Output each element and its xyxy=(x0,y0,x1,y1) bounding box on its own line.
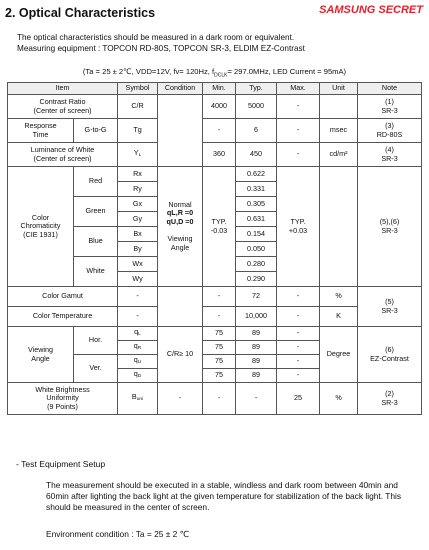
chroma-symbol-gy: Gy xyxy=(118,212,158,227)
table-row xyxy=(8,119,422,143)
luminance-unit: cd/m² xyxy=(320,143,358,167)
contrast-symbol: C/R xyxy=(118,95,158,119)
chromaticity-item xyxy=(8,167,74,287)
conditions-suffix: = 297.0MHz, LED Current = 95mA) xyxy=(227,67,347,76)
viewing-min-r: 75 xyxy=(203,341,236,355)
uniformity-min: - xyxy=(203,383,236,415)
viewing-note-l2: EZ-Contrast xyxy=(370,353,409,363)
viewing-item xyxy=(8,327,74,383)
intro-line-1: The optical characteristics should be measured in a dark room or equivalent. xyxy=(17,33,295,42)
luminance-min: 360 xyxy=(203,143,236,167)
intro-text xyxy=(17,32,305,54)
viewing-typ-u: 89 xyxy=(236,355,277,369)
measurement-conditions xyxy=(0,67,429,79)
viewing-min-u: 75 xyxy=(203,355,236,369)
chroma-max-l2: +0.03 xyxy=(288,225,308,235)
luminance-note-l1: (4) xyxy=(385,144,394,154)
header-symbol: Symbol xyxy=(118,83,158,95)
viewing-hor: Hor. xyxy=(74,327,118,355)
section-title: 2. Optical Characteristics xyxy=(5,6,156,20)
environment-condition: Environment condition : Ta = 25 ± 2 ℃ xyxy=(46,529,190,539)
viewing-symbol-d xyxy=(118,369,158,383)
viewing-symbol-l xyxy=(118,327,158,341)
header-note: Note xyxy=(358,83,422,95)
contrast-typ: 5000 xyxy=(236,95,277,119)
uniformity-symbol-sub: uni xyxy=(136,396,144,402)
viewing-max-l: - xyxy=(277,327,320,341)
response-max: - xyxy=(277,119,320,143)
uniformity-item xyxy=(8,383,118,415)
gamut-typ: 72 xyxy=(236,287,277,307)
chroma-min-l1: TYP. xyxy=(211,216,227,226)
temperature-unit: K xyxy=(320,307,358,327)
viewing-symbol-main: q xyxy=(134,326,139,336)
header-condition: Condition xyxy=(158,83,203,95)
contrast-max: - xyxy=(277,95,320,119)
gamut-max: - xyxy=(277,287,320,307)
contrast-item-l2: (Center of screen) xyxy=(33,105,92,115)
viewing-max-r: - xyxy=(277,341,320,355)
response-note-l2: RD-80S xyxy=(376,129,403,139)
contrast-item-l1: Contrast Ratio xyxy=(39,96,86,106)
gamut-condition xyxy=(158,287,203,327)
viewing-note-l1: (6) xyxy=(385,344,394,354)
viewing-condition: C/R≥ 10 xyxy=(158,327,203,383)
contrast-note xyxy=(358,95,422,119)
table-row xyxy=(8,287,422,307)
gamut-unit: % xyxy=(320,287,358,307)
uniformity-note-l2: SR-3 xyxy=(381,397,398,407)
response-symbol: Tg xyxy=(118,119,158,143)
chroma-symbol-by: By xyxy=(118,242,158,257)
chromaticity-item-l2: Chromaticity xyxy=(20,221,61,231)
viewing-symbol-main: q xyxy=(133,368,138,378)
chroma-typ-gy: 0.631 xyxy=(236,212,277,227)
conditions-sub: DCLK xyxy=(214,72,228,79)
chroma-symbol-wx: Wx xyxy=(118,257,158,272)
group-green: Green xyxy=(74,197,118,227)
chromaticity-min xyxy=(203,167,236,287)
chromaticity-note xyxy=(358,167,422,287)
response-sub: G-to-G xyxy=(74,119,118,143)
response-unit: msec xyxy=(320,119,358,143)
header-min: Min. xyxy=(203,83,236,95)
uniformity-symbol xyxy=(118,383,158,415)
condition-blank xyxy=(158,95,203,167)
chromaticity-item-l1: Color xyxy=(31,212,50,222)
test-setup-paragraph: The measurement should be executed in a stable, windless and dark room between 40min and 60min after lighting the back light at the given temperature for stabilization of the back light. This should be measured in the center of screen. xyxy=(46,480,402,512)
viewing-unit: Degree xyxy=(320,327,358,383)
viewing-typ-r: 89 xyxy=(236,341,277,355)
viewing-symbol-sub: L xyxy=(138,331,141,337)
viewing-symbol-sub: D xyxy=(137,373,142,379)
viewing-symbol-main: q xyxy=(133,340,138,350)
gamut-min: - xyxy=(203,287,236,307)
gamut-item: Color Gamut xyxy=(8,287,118,307)
luminance-item-l2: (Center of screen) xyxy=(33,153,92,163)
samsung-secret-label: SAMSUNG SECRET xyxy=(319,4,423,16)
viewing-item-l2: Angle xyxy=(31,353,50,363)
chroma-typ-gx: 0.305 xyxy=(236,197,277,212)
chroma-typ-ry: 0.331 xyxy=(236,182,277,197)
contrast-note-l2: SR-3 xyxy=(381,105,398,115)
chroma-cond-l2: qL,R =0 xyxy=(166,208,194,218)
table-row xyxy=(8,143,422,167)
group-red: Red xyxy=(74,167,118,197)
chroma-typ-wx: 0.280 xyxy=(236,257,277,272)
viewing-symbol-sub: R xyxy=(137,345,142,351)
viewing-symbol-sub: U xyxy=(137,359,142,365)
chroma-symbol-rx: Rx xyxy=(118,167,158,182)
group-white: White xyxy=(74,257,118,287)
temperature-item: Color Temperature xyxy=(8,307,118,327)
response-item xyxy=(8,119,74,143)
luminance-typ: 450 xyxy=(236,143,277,167)
contrast-unit xyxy=(320,95,358,119)
luminance-note xyxy=(358,143,422,167)
uniformity-item-l2: Uniformity xyxy=(46,393,79,403)
uniformity-item-l1: White Brightness xyxy=(35,384,90,394)
group-blue: Blue xyxy=(74,227,118,257)
luminance-max: - xyxy=(277,143,320,167)
chromaticity-max xyxy=(277,167,320,287)
luminance-symbol-main: Y xyxy=(133,147,139,157)
viewing-symbol-u xyxy=(118,355,158,369)
viewing-item-l1: Viewing xyxy=(27,344,54,354)
chromaticity-item-l3: (CIE 1931) xyxy=(23,229,58,239)
uniformity-note xyxy=(358,383,422,415)
uniformity-note-l1: (2) xyxy=(385,388,394,398)
table-row xyxy=(8,95,422,119)
gamut-symbol: - xyxy=(118,287,158,307)
contrast-note-l1: (1) xyxy=(385,96,394,106)
viewing-typ-l: 89 xyxy=(236,327,277,341)
intro-line-2: Measuring equipment : TOPCON RD-80S, TOPCON SR-3, ELDIM EZ-Contrast xyxy=(17,44,305,53)
temperature-max: - xyxy=(277,307,320,327)
uniformity-item-l3: (9 Points) xyxy=(47,401,78,411)
contrast-min: 4000 xyxy=(203,95,236,119)
chroma-note-l2: SR-3 xyxy=(381,225,398,235)
luminance-item-l1: Luminance of White xyxy=(30,144,95,154)
response-note xyxy=(358,119,422,143)
table-header-row xyxy=(8,83,422,95)
chroma-max-l1: TYP. xyxy=(290,216,306,226)
chroma-typ-rx: 0.622 xyxy=(236,167,277,182)
uniformity-condition: - xyxy=(158,383,203,415)
table-row xyxy=(8,167,422,182)
chroma-typ-wy: 0.290 xyxy=(236,272,277,287)
chroma-cond-l3: qU,D =0 xyxy=(166,216,194,226)
viewing-typ-d: 89 xyxy=(236,369,277,383)
gamut-note-l2: SR-3 xyxy=(381,305,398,315)
viewing-min-d: 75 xyxy=(203,369,236,383)
gamut-note-l1: (5) xyxy=(385,296,394,306)
response-note-l1: (3) xyxy=(385,120,394,130)
header-typ: Typ. xyxy=(236,83,277,95)
chroma-symbol-ry: Ry xyxy=(118,182,158,197)
header-max: Max. xyxy=(277,83,320,95)
chromaticity-condition xyxy=(158,167,203,287)
gamut-note xyxy=(358,287,422,327)
response-typ: 6 xyxy=(236,119,277,143)
viewing-max-u: - xyxy=(277,355,320,369)
temperature-typ: 10,000 xyxy=(236,307,277,327)
chroma-symbol-wy: Wy xyxy=(118,272,158,287)
luminance-note-l2: SR-3 xyxy=(381,153,398,163)
viewing-symbol-r xyxy=(118,341,158,355)
contrast-item xyxy=(8,95,118,119)
chroma-min-l2: -0.03 xyxy=(210,225,228,235)
table-row xyxy=(8,327,422,341)
uniformity-symbol-main: B xyxy=(131,391,137,401)
viewing-ver: Ver. xyxy=(74,355,118,383)
viewing-max-d: - xyxy=(277,369,320,383)
header-unit: Unit xyxy=(320,83,358,95)
chroma-cond-l5: Angle xyxy=(170,242,190,252)
luminance-item xyxy=(8,143,118,167)
temperature-symbol: - xyxy=(118,307,158,327)
chroma-typ-by: 0.050 xyxy=(236,242,277,257)
conditions-prefix: (Ta = 25 ± 2℃, VDD=12V, fv= 120Hz, f xyxy=(82,67,215,76)
luminance-symbol-sub: L xyxy=(138,152,142,158)
viewing-min-l: 75 xyxy=(203,327,236,341)
chroma-symbol-bx: Bx xyxy=(118,227,158,242)
viewing-note xyxy=(358,327,422,383)
viewing-symbol-main: q xyxy=(133,354,138,364)
chroma-cond-l1: Normal xyxy=(168,199,192,209)
table-row xyxy=(8,383,422,415)
luminance-symbol xyxy=(118,143,158,167)
response-item-l1: Response xyxy=(24,120,57,130)
temperature-min: - xyxy=(203,307,236,327)
optical-spec-table xyxy=(7,82,422,415)
chroma-note-l1: (5),(6) xyxy=(379,216,400,226)
chromaticity-unit xyxy=(320,167,358,287)
response-min: - xyxy=(203,119,236,143)
uniformity-typ: - xyxy=(236,383,277,415)
header-item: Item xyxy=(8,83,118,95)
response-item-l2: Time xyxy=(32,129,49,139)
chroma-cond-l4: Viewing xyxy=(167,234,193,244)
uniformity-unit: % xyxy=(320,383,358,415)
chroma-symbol-gx: Gx xyxy=(118,197,158,212)
uniformity-max: 25 xyxy=(277,383,320,415)
chroma-typ-bx: 0.154 xyxy=(236,227,277,242)
test-setup-heading: - Test Equipment Setup xyxy=(16,459,106,469)
